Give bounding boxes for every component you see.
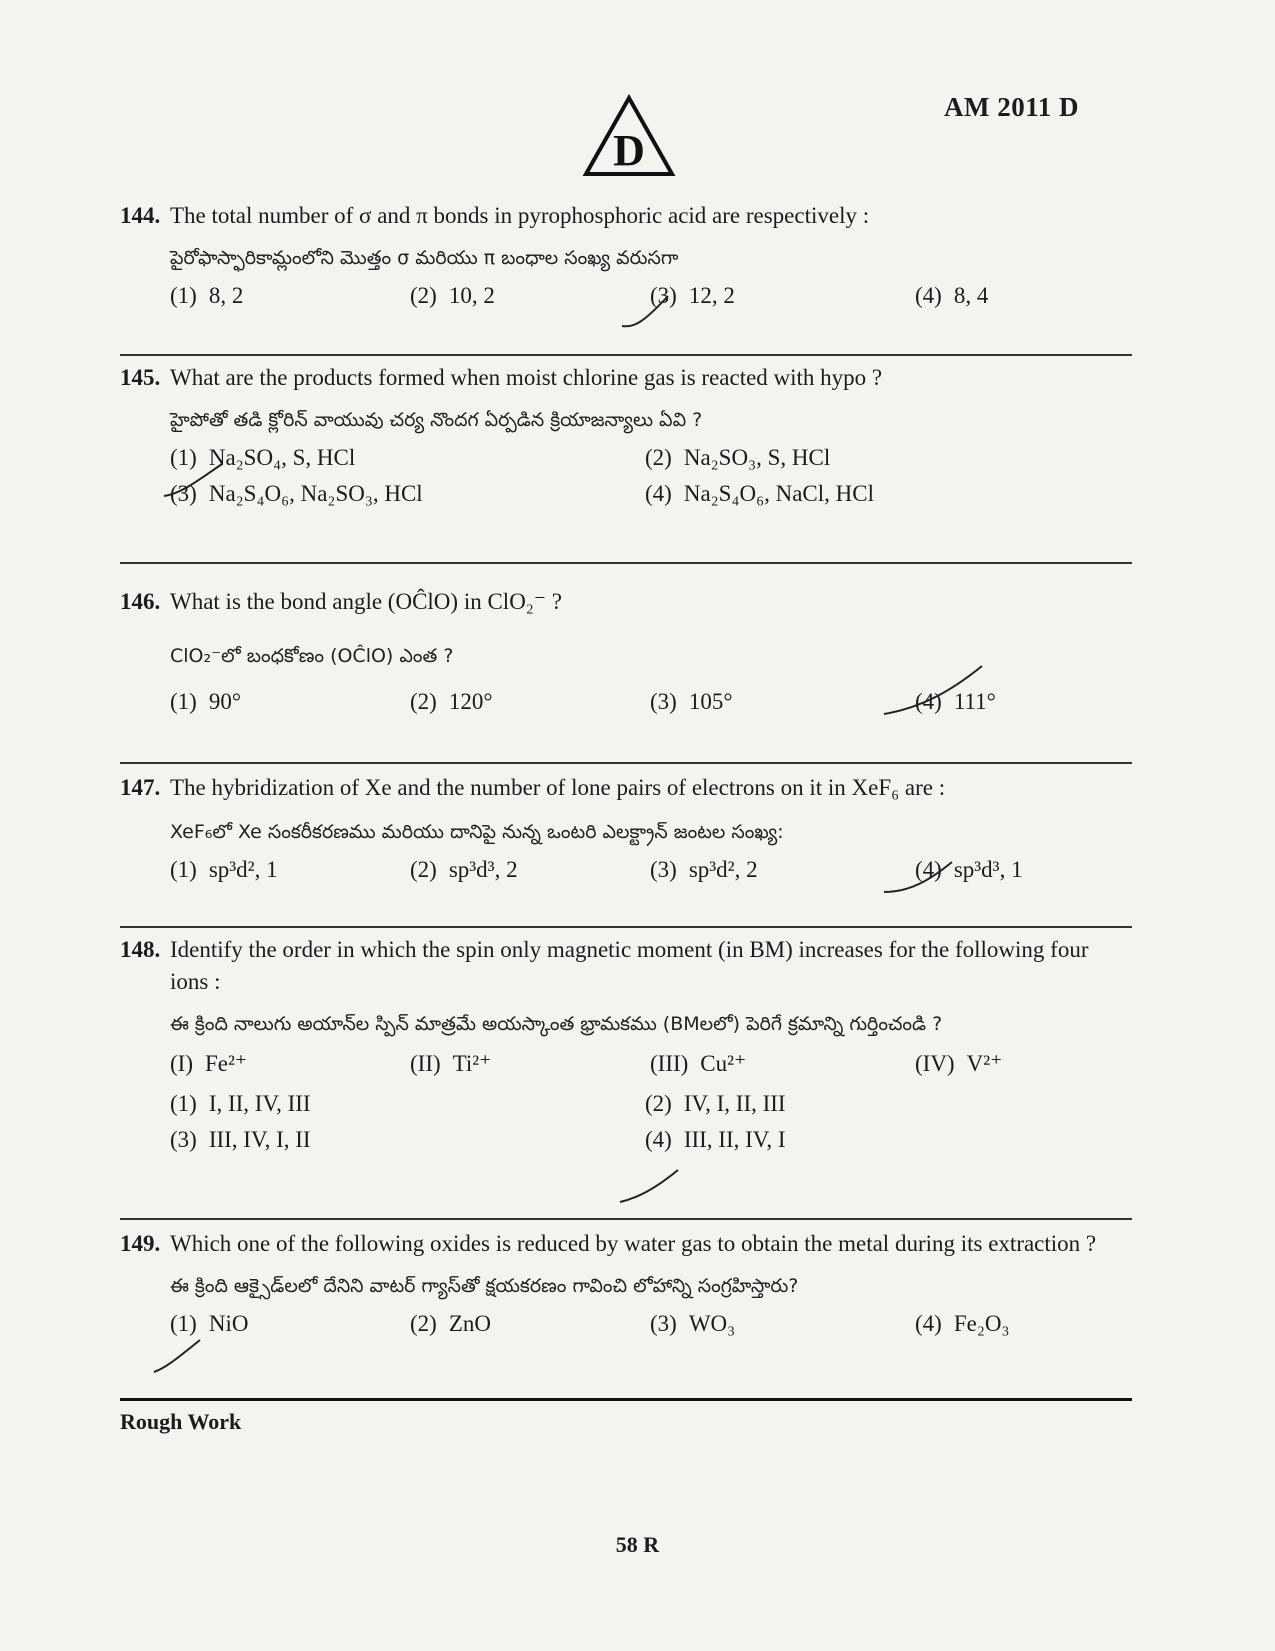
question-text-en: 148. Identify the order in which the spin only magnetic moment (in BM) increases for the following four ions : [120,934,1132,998]
option-3: (3) WO₃ [650,1311,736,1336]
question-number: 145. [120,365,161,390]
option-1: (1) sp³d², 1 [170,857,278,882]
option-4: (4) Fe₂O₃ [915,1311,1010,1336]
option-3: (3) Na₂S₄O₆, Na₂SO₃, HCl [170,481,423,506]
question-text-en: 149. Which one of the following oxides is reduced by water gas to obtain the metal during its extraction ? [120,1228,1132,1260]
ion-2: (II) Ti²⁺ [410,1051,492,1076]
option-3: (3) sp³d², 2 [650,857,758,882]
question-text-te: ఈ క్రింది ఆక్సైడ్‌లలో దేనిని వాటర్ గ్యాస్‌తో క్షయకరణం గావించి లోహాన్ని సంగ్రహిస్తారు? [170,1275,799,1297]
option-4: (4) 8, 4 [915,283,989,308]
rough-work-label: Rough Work [120,1409,242,1434]
question-text-te: హైపోతో తడి క్లోరిన్ వాయువు చర్య నొందగ ఏర్పడిన క్రియాజన్యాలు ఏవి ? [170,409,703,431]
svg-text:D: D [613,126,645,175]
option-1: (1) Na₂SO₄, S, HCl [170,445,356,470]
option-2: (2) 10, 2 [410,283,495,308]
answer-mark [616,1166,686,1206]
ion-3: (III) Cu²⁺ [650,1051,747,1076]
divider [120,926,1132,928]
question-number: 149. [120,1231,161,1256]
booklet-series-logo [582,94,676,178]
question-number: 147. [120,775,161,800]
question-text-en: 146. What is the bond angle (OĈlO) in ClO₂⁻ ? [120,586,1132,618]
ion-1: (I) Fe²⁺ [170,1051,248,1076]
option-4: (4) Na₂S₄O₆, NaCl, HCl [645,481,874,506]
page-number: 58 R [615,1532,660,1557]
option-1: (1) 90° [170,689,242,714]
question-number: 148. [120,937,161,962]
option-3: (3) 12, 2 [650,283,735,308]
divider [120,1398,1132,1401]
question-145 [120,362,1132,510]
divider [120,354,1132,356]
option-1: (1) NiO [170,1311,249,1336]
question-text-te: పైరోఫాస్ఫారికామ్లంలోని మొత్తం σ మరియు π బంధాల సంఖ్య వరుసగా [170,247,679,269]
option-2: (2) IV, I, II, III [645,1091,786,1116]
question-text-te: ClO₂⁻లో బంధకోణం (OĈlO) ఎంత ? [170,645,454,667]
option-1: (1) I, II, IV, III [170,1091,311,1116]
option-2: (2) ZnO [410,1311,491,1336]
question-148 [120,934,1132,1156]
question-text-te: XeF₆లో Xe సంకరీకరణము మరియు దానిపై నున్న ఒంటరి ఎలక్ట్రాన్ జంటల సంఖ్య: [170,821,784,843]
option-2: (2) Na₂SO₃, S, HCl [645,445,831,470]
option-4: (4) III, II, IV, I [645,1127,786,1152]
option-2: (2) sp³d³, 2 [410,857,518,882]
question-text-en: 145. What are the products formed when moist chlorine gas is reacted with hypo ? [120,362,1132,394]
question-text-en: 147. The hybridization of Xe and the number of lone pairs of electrons on it in XeF₆ are : [120,772,1132,804]
question-146 [120,586,1132,718]
option-4: (4) sp³d³, 1 [915,857,1023,882]
option-3: (3) III, IV, I, II [170,1127,311,1152]
option-4: (4) 111° [915,689,996,714]
option-3: (3) 105° [650,689,733,714]
ion-list [120,1048,1132,1080]
divider [120,1218,1132,1220]
question-149 [120,1228,1132,1340]
question-147 [120,772,1132,886]
paper-code: AM 2011 D [944,92,1079,122]
answer-mark [150,1336,210,1376]
ion-4: (IV) V²⁺ [915,1051,1003,1076]
option-1: (1) 8, 2 [170,283,244,308]
option-2: (2) 120° [410,689,493,714]
divider [120,562,1132,564]
question-text-en: 144. The total number of σ and π bonds in pyrophosphoric acid are respectively : [120,200,1132,232]
question-number: 146. [120,589,161,614]
question-144 [120,200,1132,312]
divider [120,762,1132,764]
question-number: 144. [120,203,161,228]
question-text-te: ఈ క్రింది నాలుగు అయాన్‌ల స్పిన్ మాత్రమే అయస్కాంత భ్రామకము (BMలలో) పెరిగే క్రమాన్ని గుర్తించండి ? [170,1013,943,1035]
